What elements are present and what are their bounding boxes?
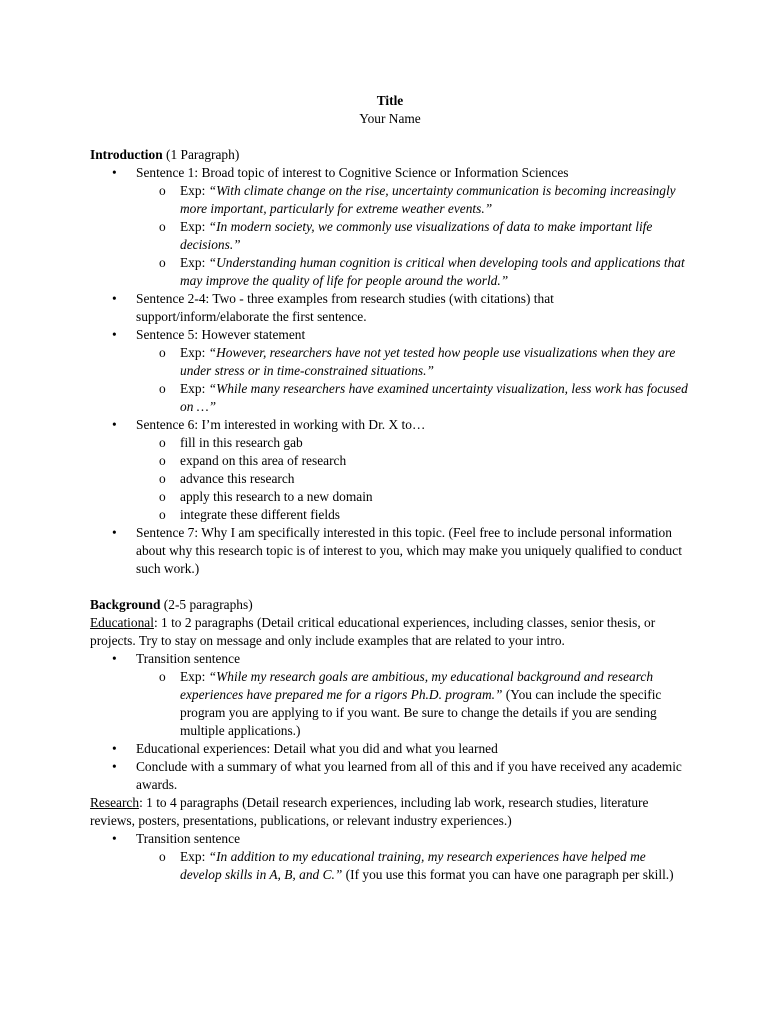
intro-list: [90, 164, 690, 578]
example-prefix: Exp:: [180, 381, 209, 396]
intro-sentence-2-4: [90, 290, 690, 326]
edu-transition-examples: [136, 668, 690, 740]
list-item: o advance this research: [136, 470, 690, 488]
background-heading-line: [90, 596, 690, 614]
example-quote: “While my research goals are ambitious, my educational background and research experiences have prepared me for a rigors Ph.D. program.”: [180, 669, 654, 702]
intro-sentence-5: [90, 326, 690, 416]
intro-s1-example: [136, 218, 690, 254]
edu-conclude-text: Conclude with a summary of what you learned from all of this and if you have received any academic awards.: [136, 759, 682, 792]
research-paragraph: [90, 794, 690, 830]
intro-sentence-1: [90, 164, 690, 290]
list-item: o apply this research to a new domain: [136, 488, 690, 506]
intro-sentence-1-text: Sentence 1: Broad topic of interest to Cognitive Science or Information Sciences: [136, 165, 569, 180]
intro-sentence-5-text: Sentence 5: However statement: [136, 327, 306, 342]
example-quote: “However, researchers have not yet tested how people use visualizations when they are under stress or in time-constrained situations.”: [180, 345, 676, 378]
intro-s1-example: [136, 254, 690, 290]
list-item: o fill in this research gab: [136, 434, 690, 452]
background-heading-note: (2-5 paragraphs): [160, 597, 253, 612]
research-text: : 1 to 4 paragraphs (Detail research experiences, including lab work, research studies, literature reviews, posters, presentations, publications, or relevant industry experiences.): [90, 795, 649, 828]
example-quote: “In modern society, we commonly use visualizations of data to make important life decisions.”: [180, 219, 653, 252]
edu-transition-text: Transition sentence: [136, 651, 241, 666]
intro-s6-items: [136, 434, 690, 524]
educational-list: [90, 650, 690, 794]
educational-text: : 1 to 2 paragraphs (Detail critical educational experiences, including classes, senior thesis, or projects. Try to stay on message and only include examples that are related to your intro.: [90, 615, 656, 648]
example-quote: “While many researchers have examined uncertainty visualization, less work has focused on …”: [180, 381, 688, 414]
intro-sentence-6: [90, 416, 690, 524]
example-prefix: Exp:: [180, 669, 209, 684]
list-item: o integrate these different fields: [136, 506, 690, 524]
intro-heading: Introduction: [90, 147, 163, 162]
example-quote: “With climate change on the rise, uncertainty communication is becoming increasingly more important, particularly for extreme weather events.”: [180, 183, 676, 216]
example-prefix: Exp:: [180, 849, 209, 864]
example-prefix: Exp:: [180, 345, 209, 360]
res-transition-text: Transition sentence: [136, 831, 241, 846]
educational-paragraph: [90, 614, 690, 650]
research-list: [90, 830, 690, 884]
intro-s5-example: [136, 380, 690, 416]
background-heading: Background: [90, 597, 161, 612]
intro-s5-examples: [136, 344, 690, 416]
doc-author-name: Your Name: [359, 111, 421, 126]
example-prefix: Exp:: [180, 219, 209, 234]
educational-label: Educational: [90, 615, 154, 630]
intro-s1-example: [136, 182, 690, 218]
intro-sentence-6-text: Sentence 6: I’m interested in working with Dr. X to…: [136, 417, 426, 432]
edu-experiences-text: Educational experiences: Detail what you did and what you learned: [136, 741, 498, 756]
intro-s1-examples: [136, 182, 690, 290]
intro-sentence-7-text: Sentence 7: Why I am specifically interested in this topic. (Feel free to include personal information about why this research topic is of interest to you, which may make you uniquely qualified to conduct such work.): [136, 525, 682, 576]
intro-sentence-2-4-text: Sentence 2-4: Two - three examples from research studies (with citations) that support/inform/elaborate the first sentence.: [136, 291, 554, 324]
intro-s5-example: [136, 344, 690, 380]
example-prefix: Exp:: [180, 183, 209, 198]
doc-title: Title: [376, 93, 404, 108]
intro-heading-line: [90, 146, 690, 164]
res-transition-examples: [136, 848, 690, 884]
res-example: [136, 848, 690, 884]
intro-sentence-7: [90, 524, 690, 578]
example-quote: “In addition to my educational training, my research experiences have helped me develop skills in A, B, and C.”: [180, 849, 646, 882]
example-note: (If you use this format you can have one paragraph per skill.): [342, 867, 674, 882]
list-item: o expand on this area of research: [136, 452, 690, 470]
edu-conclude: [90, 758, 690, 794]
document-body: [90, 92, 690, 884]
example-note: (You can include the specific program you are applying to if you want. Be sure to change the details if you are sending multiple applications.): [180, 687, 662, 738]
edu-example: [136, 668, 690, 740]
res-transition: [90, 830, 690, 884]
edu-experiences: [90, 740, 690, 758]
intro-heading-note: (1 Paragraph): [162, 147, 240, 162]
example-quote: “Understanding human cognition is critical when developing tools and applications that may improve the quality of life for people around the world.”: [180, 255, 685, 288]
research-label: Research: [90, 795, 140, 810]
example-prefix: Exp:: [180, 255, 209, 270]
edu-transition: [90, 650, 690, 740]
